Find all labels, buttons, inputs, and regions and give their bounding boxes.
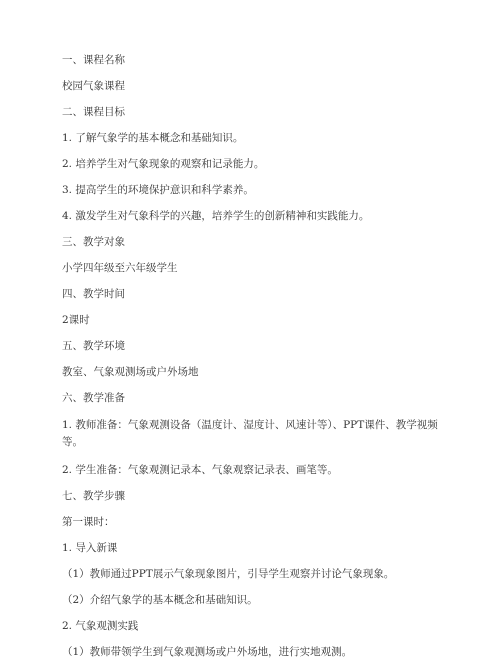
- step-1-item-2: （2）介绍气象学的基本概念和基础知识。: [62, 594, 258, 606]
- section-heading-audience: 三、教学对象: [62, 236, 125, 248]
- section-heading-environment: 五、教学环境: [62, 340, 125, 352]
- goal-item-1: 1. 了解气象学的基本概念和基础知识。: [62, 132, 244, 144]
- goal-item-2: 2. 培养学生对气象现象的观察和记录能力。: [62, 158, 265, 170]
- section-heading-preparation: 六、教学准备: [62, 392, 125, 404]
- section-heading-course-goals: 二、课程目标: [62, 106, 125, 118]
- step-1-item-1: （1）教师通过PPT展示气象现象图片，引导学生观察并讨论气象现象。: [62, 568, 395, 580]
- lesson-one-heading: 第一课时：: [62, 516, 115, 528]
- preparation-item-2: 2. 学生准备：气象观测记录本、气象观察记录表、画笔等。: [62, 464, 338, 476]
- preparation-item-1: 1. 教师准备：气象观测设备（温度计、湿度计、风速计等）、PPT课件、教学视频等。: [62, 419, 438, 448]
- teaching-time-text: 2课时: [62, 314, 90, 326]
- document-page: [62, 53, 442, 659]
- section-heading-teaching-time: 四、教学时间: [62, 288, 125, 300]
- course-name: 校园气象课程: [62, 80, 125, 92]
- goal-item-3: 3. 提高学生的环境保护意识和科学素养。: [62, 184, 254, 196]
- environment-text: 教室、气象观测场或户外场地: [62, 366, 199, 378]
- section-heading-course-name: 一、课程名称: [62, 54, 125, 66]
- step-1-heading: 1. 导入新课: [62, 542, 118, 554]
- audience-text: 小学四年级至六年级学生: [62, 262, 178, 274]
- step-2-item-1: （1）教师带领学生到气象观测场或户外场地，进行实地观测。: [62, 646, 353, 658]
- goal-item-4: 4. 激发学生对气象科学的兴趣，培养学生的创新精神和实践能力。: [62, 210, 370, 222]
- section-heading-steps: 七、教学步骤: [62, 490, 125, 502]
- step-2-heading: 2. 气象观测实践: [62, 620, 139, 632]
